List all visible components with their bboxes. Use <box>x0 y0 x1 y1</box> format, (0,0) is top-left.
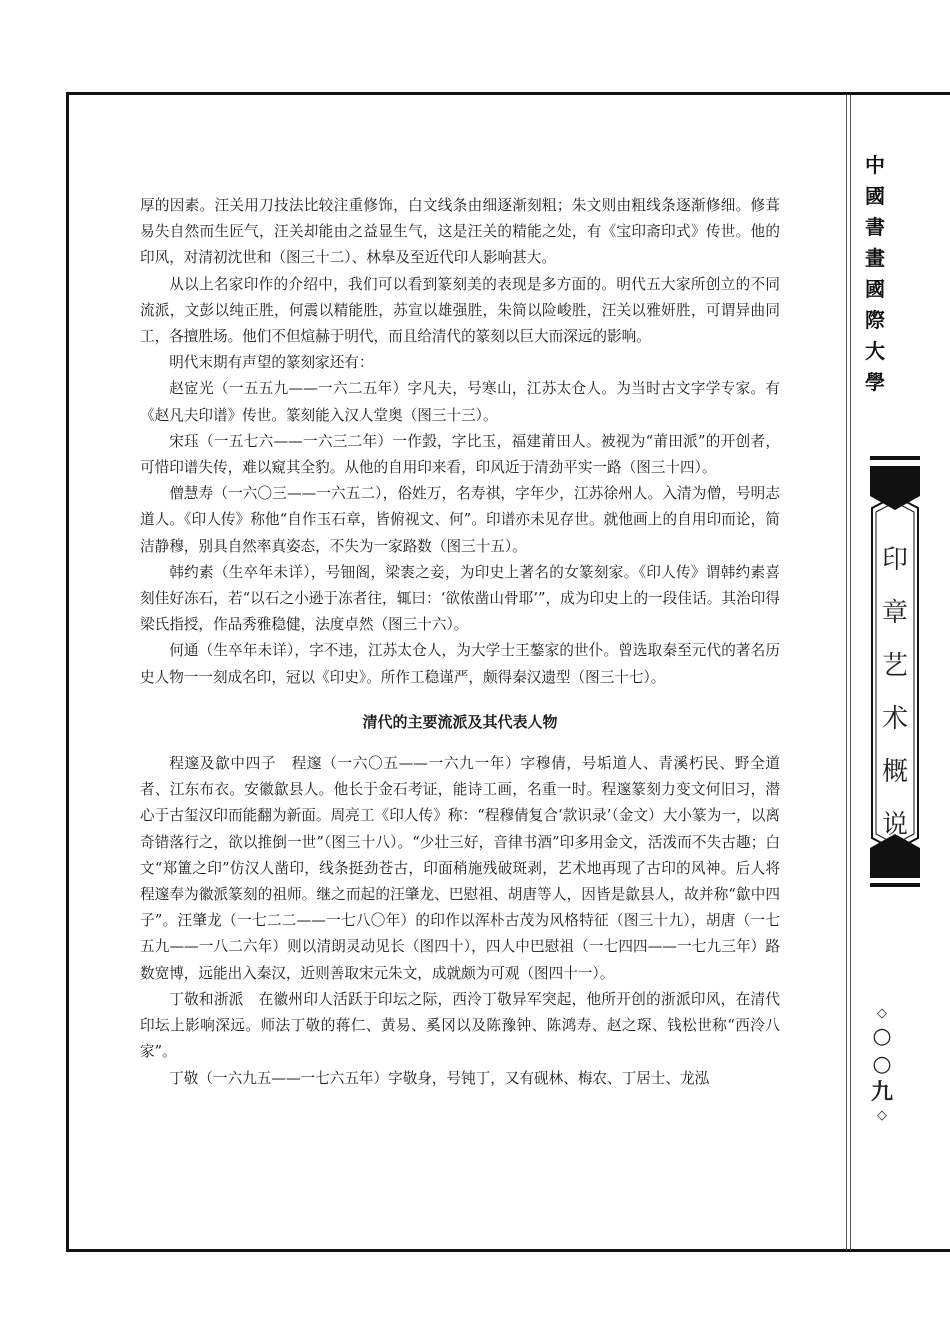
section-heading: 清代的主要流派及其代表人物 <box>362 712 558 731</box>
series-title-char: 中 <box>865 153 885 177</box>
series-title-char: 國 <box>865 277 885 301</box>
paragraph: 韩约素（生卒年未详），号钿阁，梁袠之妾，为印史上著名的女篆刻家。《印人传》谓韩约素喜刻佳好冻石，若“以石之小逊于冻者往，辄曰：‘欲侬凿山骨耶’”，成为印史上的一段佳话。其治印得梁氏指授，作品秀雅稳健，法度卓然（图三十六）。 <box>140 563 780 634</box>
page-number <box>862 1005 902 1125</box>
book-title-char: 术 <box>881 704 908 734</box>
body-text <box>140 193 780 1092</box>
margin-rule <box>846 95 847 1250</box>
paragraphs-before <box>140 193 780 691</box>
paragraph: 何通（生卒年未详），字不违，江苏太仓人，为大学士王鏊家的世仆。曾选取秦至元代的著名历史人物一一刻成名印，冠以《印史》。所作工稳谨严，颇得秦汉遗型（图三十七）。 <box>140 642 780 686</box>
paragraph: 宋珏（一五七六——一六三二年）一作瑴，字比玉，福建莆田人。被视为“莆田派”的开创者，可惜印谱失传，难以窥其全豹。从他的自用印来看，印风近于清劲平实一路（图三十四）。 <box>140 432 780 477</box>
series-title-char: 際 <box>865 308 885 332</box>
series-title-char: 畫 <box>865 246 885 270</box>
paragraph: 赵宧光（一五五九——一六二五年）字凡夫，号寒山，江苏太仓人。为当时古文字学专家。有《赵凡夫印谱》传世。篆刻能入汉人堂奥（图三十三）。 <box>140 380 780 424</box>
paragraph: 僧慧寿（一六〇三——一六五二），俗姓万，名寿祺，字年少，江苏徐州人。入清为僧，号明志道人。《印人传》称他“自作玉石章，皆俯视文、何”。印谱亦未见存世。就他画上的自用印而论，简洁静穆，别具自然率真姿态，不失为一家路数（图三十五）。 <box>140 485 780 555</box>
margin-rule <box>850 95 851 1250</box>
paragraph: 程邃及歙中四子 程邃（一六〇五——一六九一年）字穆倩，号垢道人、青溪朽民、野全道者、江东布衣。安徽歙县人。他长于金石考证，能诗工画，名重一时。程邃篆刻力变文何旧习，潜心于古玺汉印而能翻为新面。周亮工《印人传》称：“程穆倩复合‘款识录’（金文）大小篆为一，以离奇错落行之，欲以推倒一世”（图三十八）。“少壮三好，音律书酒”印多用金文，活泼而不失古趣；白文“郑簠之印”仿汉人凿印，线条挺劲苍古，印面稍施残破斑剥，艺术地再现了古印的风神。后人将程邃奉为徽派篆刻的祖师。继之而起的汪肇龙、巴慰祖、胡唐等人，因皆是歙县人，故并称“歙中四子”。汪肇龙（一七二二——一七八〇年）的印作以浑朴古茂为风格特征（图三十九），胡唐（一七五九——一八二六年）则以清朗灵动见长（图四十），四人中巴慰祖（一七四四——一七九三年）路数宽博，远能出入秦汉，近则善取宋元朱文，成就颇为可观（图四十一）。 <box>140 755 780 982</box>
book-title-char: 说 <box>881 810 908 840</box>
series-title-char: 學 <box>865 370 885 394</box>
series-title <box>858 150 892 398</box>
page-number-digit: ○ <box>872 1052 892 1077</box>
book-title-char: 印 <box>881 545 908 575</box>
paragraphs-after <box>140 751 780 1092</box>
paragraph: 丁敬和浙派 在徽州印人活跃于印坛之际，西泠丁敬异军突起，他所开创的浙派印风，在清代印坛上影响深远。师法丁敬的蒋仁、黄易、奚冈以及陈豫钟、陈鸿寿、赵之琛、钱松世称“西泠八家”。 <box>140 990 780 1061</box>
series-title-char: 書 <box>865 215 885 239</box>
book-title-char: 艺 <box>881 651 908 681</box>
book-title-char: 章 <box>881 598 908 628</box>
series-title-char: 國 <box>865 184 885 208</box>
page-number-digit: 九 <box>870 1080 893 1105</box>
book-title-char: 概 <box>881 757 908 787</box>
book-title <box>864 534 926 852</box>
paragraph: 厚的因素。汪关用刀技法比较注重修饰，白文线条由细逐渐刻粗；朱文则由粗线条逐渐修细。修葺易失自然而生匠气，汪关却能由之益显生气，这是汪关的精能之处，有《宝印斋印式》传世。他的印风，对清初沈世和（图三十二）、林皋及至近代印人影响甚大。 <box>140 197 780 267</box>
paragraph: 从以上名家印作的介绍中，我们可以看到篆刻美的表现是多方面的。明代五大家所创立的不同流派，文彭以纯正胜，何震以精能胜，苏宣以雄强胜，朱简以险峻胜，汪关以雅妍胜，可谓异曲同工，各擅胜场。他们不但煊赫于明代，而且给清代的篆刻以巨大而深远的影响。 <box>140 275 780 346</box>
book-title-banner <box>864 456 926 888</box>
paragraph: 丁敬（一六九五——一七六五年）字敬身，号钝丁，又有砚林、梅农、丁居士、龙泓 <box>169 1069 710 1087</box>
series-title-char: 大 <box>865 339 885 363</box>
diamond-icon: ◇ <box>877 1006 887 1021</box>
paragraph: 明代末期有声望的篆刻家还有： <box>169 354 374 372</box>
diamond-icon: ◇ <box>877 1108 887 1123</box>
page-number-digit: ○ <box>872 1024 892 1049</box>
